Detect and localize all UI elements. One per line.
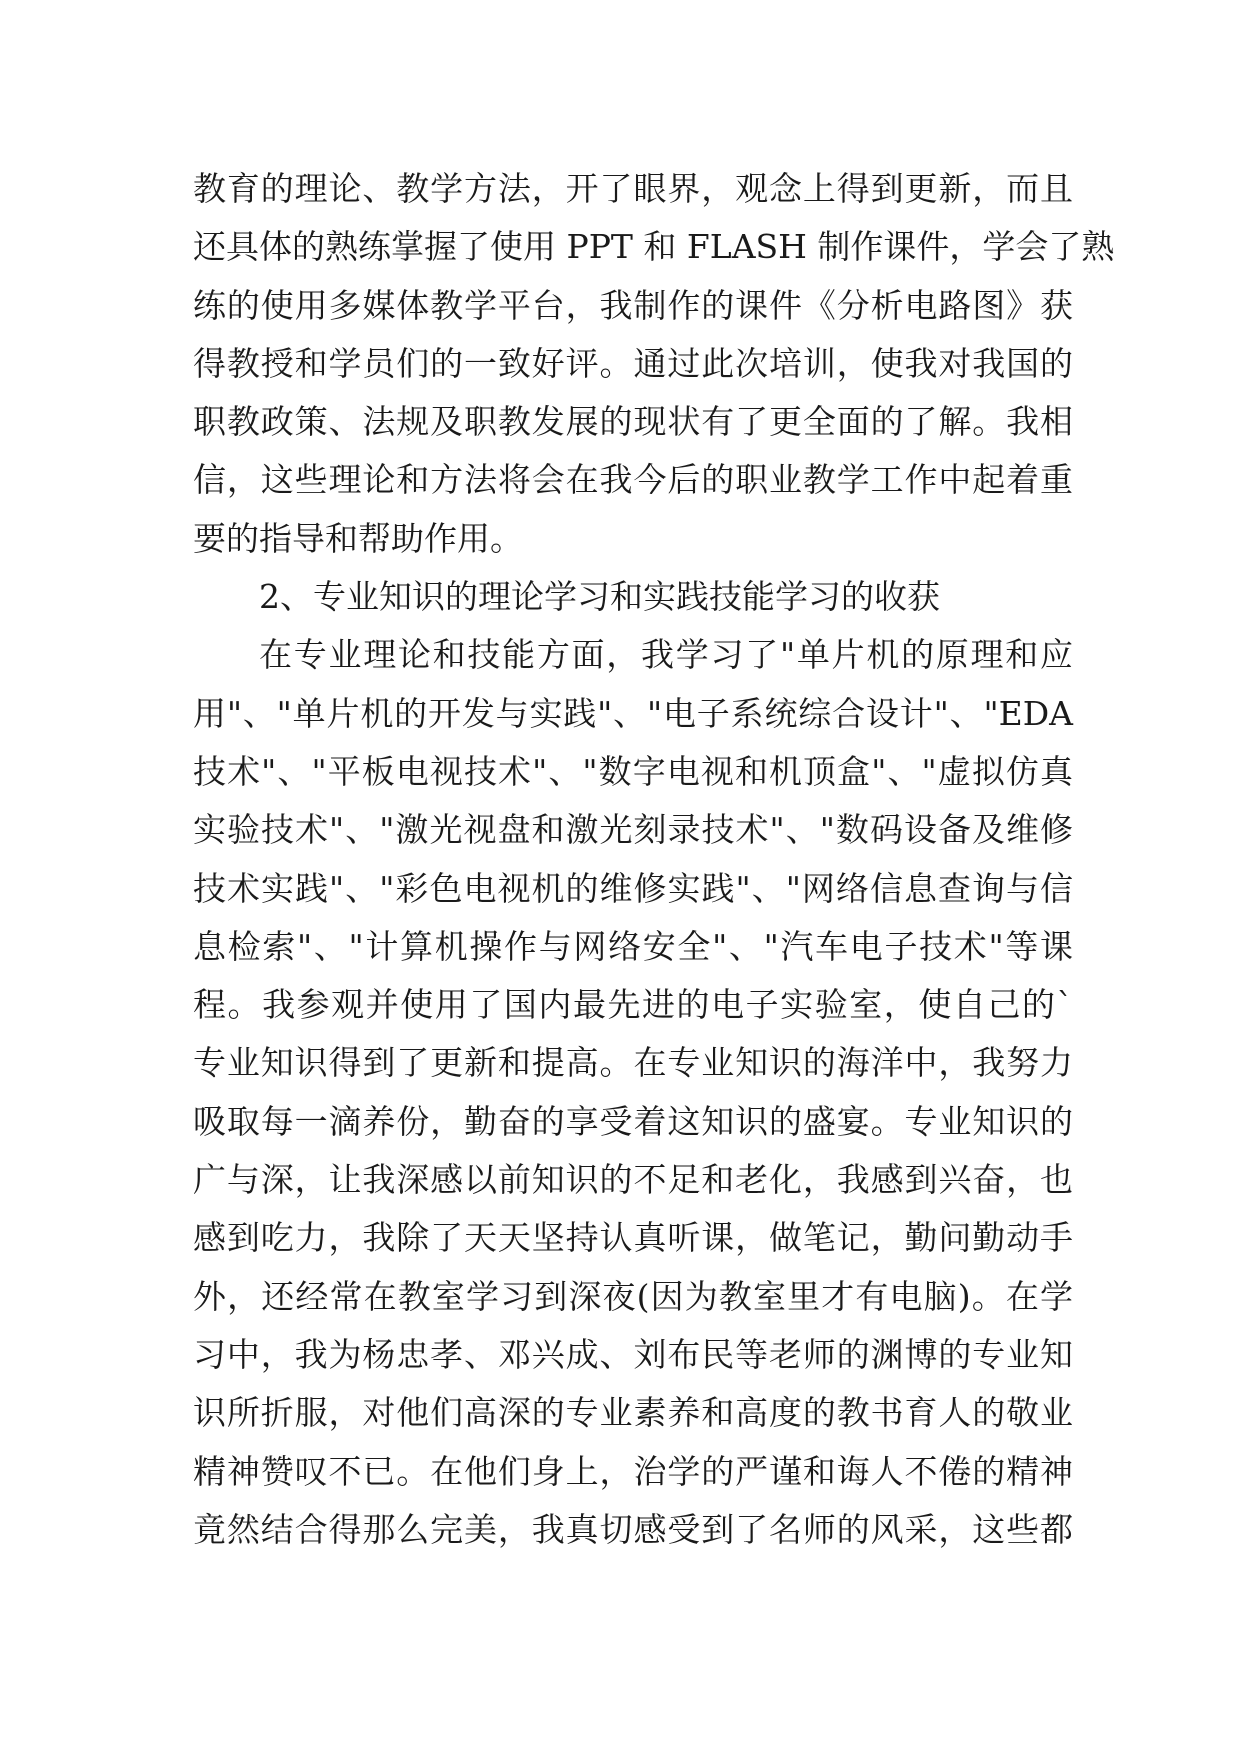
- text-line: 技术实践"、"彩色电视机的维修实践"、"网络信息查询与信: [193, 868, 1073, 908]
- text-line: 识所折服，对他们高深的专业素养和高度的教书育人的敬业: [193, 1393, 1073, 1433]
- text-line: 职教政策、法规及职教发展的现状有了更全面的了解。我相: [193, 402, 1073, 442]
- body-text: [193, 160, 1115, 1559]
- text-line: 在专业理论和技能方面，我学习了"单片机的原理和应: [259, 635, 1073, 675]
- text-line: 外，还经常在教室学习到深夜(因为教室里才有电脑)。在学: [193, 1276, 1073, 1316]
- text-line: 要的指导和帮助作用。: [193, 518, 523, 558]
- text-line: 竟然结合得那么完美，我真切感受到了名师的风采，这些都: [193, 1509, 1073, 1549]
- text-line: 习中，我为杨忠孝、邓兴成、刘布民等老师的渊博的专业知: [193, 1334, 1073, 1374]
- text-line: 用"、"单片机的开发与实践"、"电子系统综合设计"、"EDA: [193, 693, 1073, 733]
- text-line: 还具体的熟练掌握了使用 PPT 和 FLASH 制作课件，学会了熟: [193, 227, 1115, 267]
- section-heading: 2、专业知识的理论学习和实践技能学习的收获: [259, 577, 940, 617]
- text-line: 练的使用多媒体教学平台，我制作的课件《分析电路图》获: [193, 285, 1073, 325]
- text-line: 吸取每一滴养份，勤奋的享受着这知识的盛宴。专业知识的: [193, 1101, 1073, 1141]
- text-line: 感到吃力，我除了天天坚持认真听课，做笔记，勤问勤动手: [193, 1218, 1073, 1258]
- text-line: 信，这些理论和方法将会在我今后的职业教学工作中起着重: [193, 460, 1073, 500]
- text-line: 教育的理论、教学方法，开了眼界，观念上得到更新，而且: [193, 169, 1073, 208]
- text-line: 程。我参观并使用了国内最先进的电子实验室，使自己的`: [193, 985, 1073, 1025]
- text-line: 专业知识得到了更新和提高。在专业知识的海洋中，我努力: [193, 1043, 1073, 1083]
- text-line: 息检索"、"计算机操作与网络安全"、"汽车电子技术"等课: [193, 926, 1073, 966]
- text-line: 精神赞叹不已。在他们身上，治学的严谨和诲人不倦的精神: [193, 1451, 1073, 1491]
- text-line: 实验技术"、"激光视盘和激光刻录技术"、"数码设备及维修: [193, 810, 1073, 850]
- text-line: 技术"、"平板电视技术"、"数字电视和机顶盒"、"虚拟仿真: [193, 751, 1073, 791]
- text-line: 得教授和学员们的一致好评。通过此次培训，使我对我国的: [193, 343, 1073, 383]
- text-line: 广与深，让我深感以前知识的不足和老化，我感到兴奋，也: [193, 1160, 1073, 1200]
